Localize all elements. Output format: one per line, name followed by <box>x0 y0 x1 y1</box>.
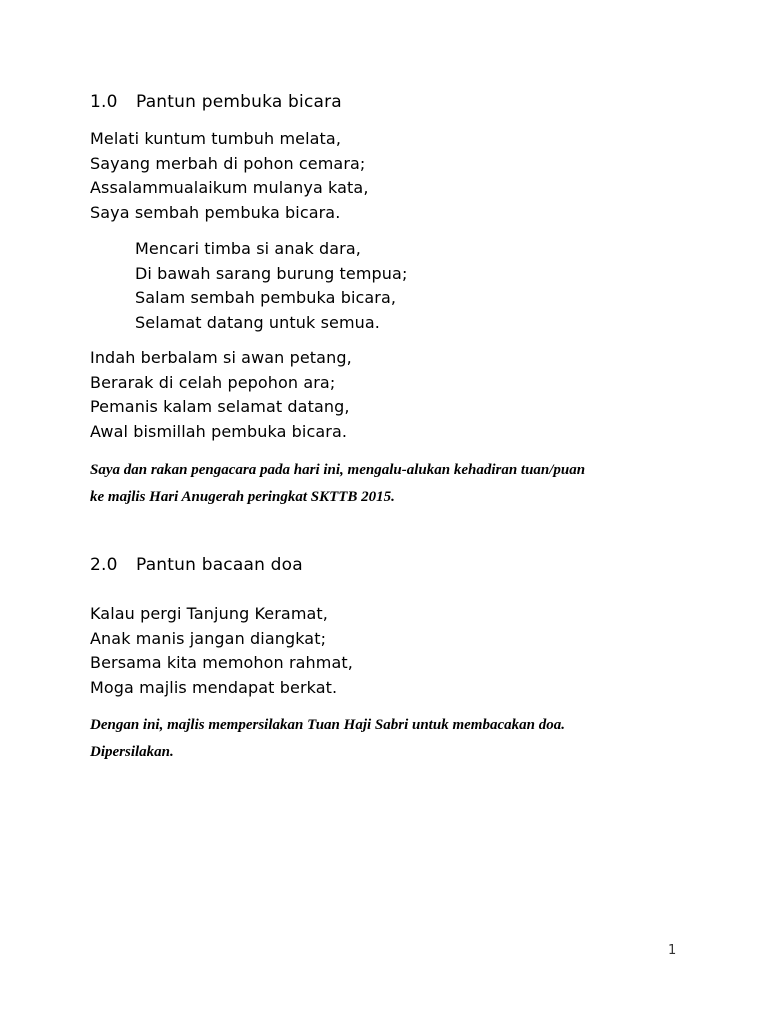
note-line: Dipersilakan. <box>90 744 174 760</box>
pantun-line: Indah berbalam si awan petang, <box>90 348 352 367</box>
pantun-line: Bersama kita memohon rahmat, <box>90 653 353 673</box>
section-heading-2 <box>90 555 303 575</box>
emcee-note-1 <box>90 457 690 511</box>
pantun-stanza-1 <box>90 127 369 225</box>
section-number: 1.0 <box>90 92 118 112</box>
pantun-line: Salam sembah pembuka bicara, <box>135 288 397 308</box>
pantun-line: Saya sembah pembuka bicara. <box>90 202 341 222</box>
pantun-line: Mencari timba si anak dara, <box>135 239 361 258</box>
pantun-line: Melati kuntum tumbuh melata, <box>90 129 342 148</box>
section-number: 2.0 <box>90 555 118 575</box>
pantun-line: Di bawah sarang burung tempua; <box>135 263 408 283</box>
section-title: Pantun pembuka bicara <box>136 92 342 112</box>
section-title: Pantun bacaan doa <box>136 555 303 575</box>
pantun-line: Sayang merbah di pohon cemara; <box>90 153 366 173</box>
pantun-line: Anak manis jangan diangkat; <box>90 628 327 648</box>
pantun-line: Moga majlis mendapat berkat. <box>90 677 338 697</box>
note-line: Dengan ini, majlis mempersilakan Tuan Haji Sabri untuk membacakan doa. <box>90 717 565 733</box>
pantun-line: Kalau pergi Tanjung Keramat, <box>90 604 328 623</box>
pantun-line: Berarak di celah pepohon ara; <box>90 372 336 392</box>
pantun-stanza-4 <box>90 602 353 700</box>
pantun-stanza-3 <box>90 346 352 444</box>
note-line: Saya dan rakan pengacara pada hari ini, mengalu-alukan kehadiran tuan/puan <box>90 462 586 478</box>
pantun-line: Selamat datang untuk semua. <box>135 312 380 332</box>
pantun-stanza-2 <box>135 237 407 335</box>
pantun-line: Assalammualaikum mulanya kata, <box>90 178 369 198</box>
pantun-line: Awal bismillah pembuka bicara. <box>90 421 348 441</box>
section-heading-1 <box>90 92 342 112</box>
pantun-line: Pemanis kalam selamat datang, <box>90 397 350 417</box>
emcee-note-2 <box>90 712 690 766</box>
note-line: ke majlis Hari Anugerah peringkat SKTTB 2015. <box>90 489 395 505</box>
page-number: 1 <box>668 943 677 958</box>
